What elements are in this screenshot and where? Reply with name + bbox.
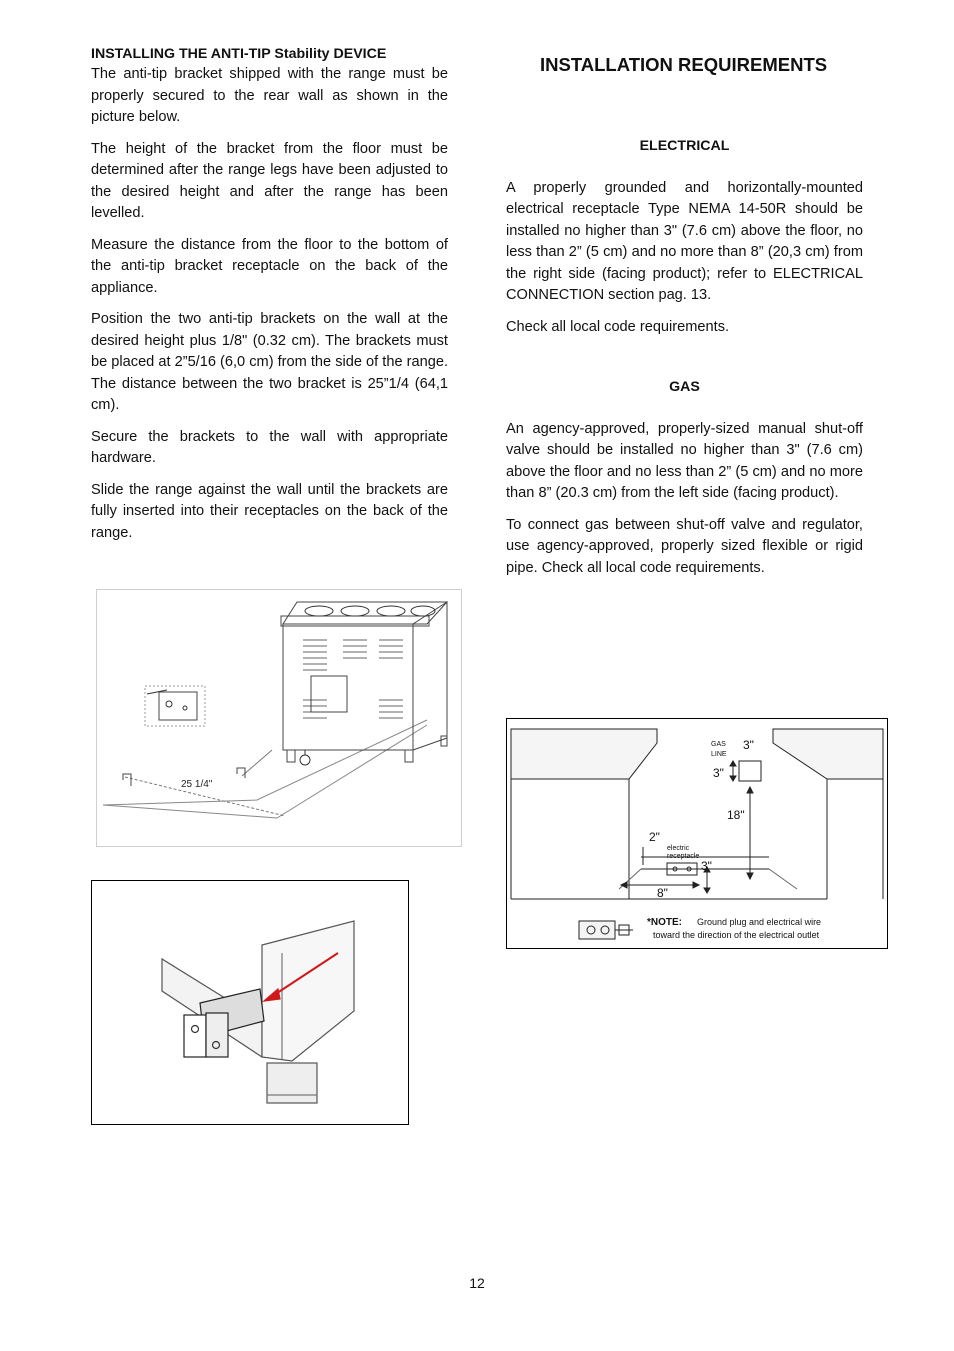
- anti-tip-paragraph-2: The height of the bracket from the floor must be determined after the range legs have been adjusted to the desired height and after the range has been levelled.: [91, 140, 448, 221]
- dim-3-side-label: 3": [713, 766, 724, 780]
- electric-receptacle-label: electric: [667, 845, 690, 852]
- electric-receptacle-label-2: receptacle: [667, 853, 700, 860]
- dim-2-label: 2": [649, 830, 660, 844]
- electrical-paragraph-2: Check all local code requirements.: [506, 318, 730, 335]
- bracket-distance-label: 25 1/4": [181, 779, 213, 790]
- electrical-heading: ELECTRICAL: [639, 138, 730, 154]
- gas-paragraph-1: An agency-approved, properly-sized manual shut-off valve should be installed no higher than 3" (7.6 cm) above the floor and no less than 2” (5 cm) and no more than 8” (20.3 cm) from the left side (facing product).: [506, 420, 863, 501]
- note-line-2: toward the direction of the electrical outlet: [653, 930, 820, 940]
- note-line-1: Ground plug and electrical wire: [697, 917, 822, 927]
- dim-18-label: 18": [727, 808, 745, 822]
- dim-3-top-label: 3": [743, 738, 754, 752]
- note-prefix: *NOTE:: [647, 917, 682, 928]
- anti-tip-heading: INSTALLING THE ANTI-TIP Stability DEVICE: [91, 46, 387, 62]
- gas-paragraph-2: To connect gas between shut-off valve and regulator, use agency-approved, properly sized flexible or rigid pipe. Check all local code requirements.: [506, 516, 863, 576]
- bracket-detail-figure: [91, 880, 409, 1125]
- gas-heading: GAS: [669, 379, 700, 395]
- dim-8-label: 8": [657, 886, 668, 900]
- anti-tip-paragraph-5: Secure the brackets to the wall with appropriate hardware.: [91, 428, 448, 466]
- anti-tip-paragraph-4: Position the two anti-tip brackets on the wall at the desired height plus 1/8" (0.32 cm). The brackets must be placed at 2”5/16 (6,0 cm) from the side of the range. The distance between the two bracket is 25”1/4 (64,1 cm).: [91, 311, 448, 413]
- left-column: [91, 44, 448, 554]
- gas-electric-location-figure: [506, 718, 888, 949]
- dim-3-bottom-label: 3": [701, 859, 712, 873]
- electrical-paragraph-1: A properly grounded and horizontally-mounted electrical receptacle Type NEMA 14-50R should be installed no higher than 3" (7.6 cm) above the floor, no less than 2” (5 cm) and no more than 8” (20,3 cm) from the right side (facing product); refer to ELECTRICAL CONNECTION section pag. 13.: [506, 179, 863, 303]
- anti-tip-paragraph-1: The anti-tip bracket shipped with the range must be properly secured to the rear wall as shown in the picture below.: [91, 66, 448, 125]
- anti-tip-installation-figure: [96, 589, 462, 847]
- gas-line-label: GAS: [711, 741, 726, 748]
- anti-tip-paragraph-6: Slide the range against the wall until the brackets are fully inserted into their receptacles on the back of the range.: [91, 481, 448, 541]
- page-number: 12: [469, 1275, 485, 1291]
- right-column: [506, 52, 863, 589]
- installation-requirements-heading: INSTALLATION REQUIREMENTS: [540, 54, 828, 75]
- gas-line-label-2: LINE: [711, 751, 727, 758]
- anti-tip-paragraph-3: Measure the distance from the floor to the bottom of the anti-tip bracket receptacle on the back of the appliance.: [91, 236, 448, 296]
